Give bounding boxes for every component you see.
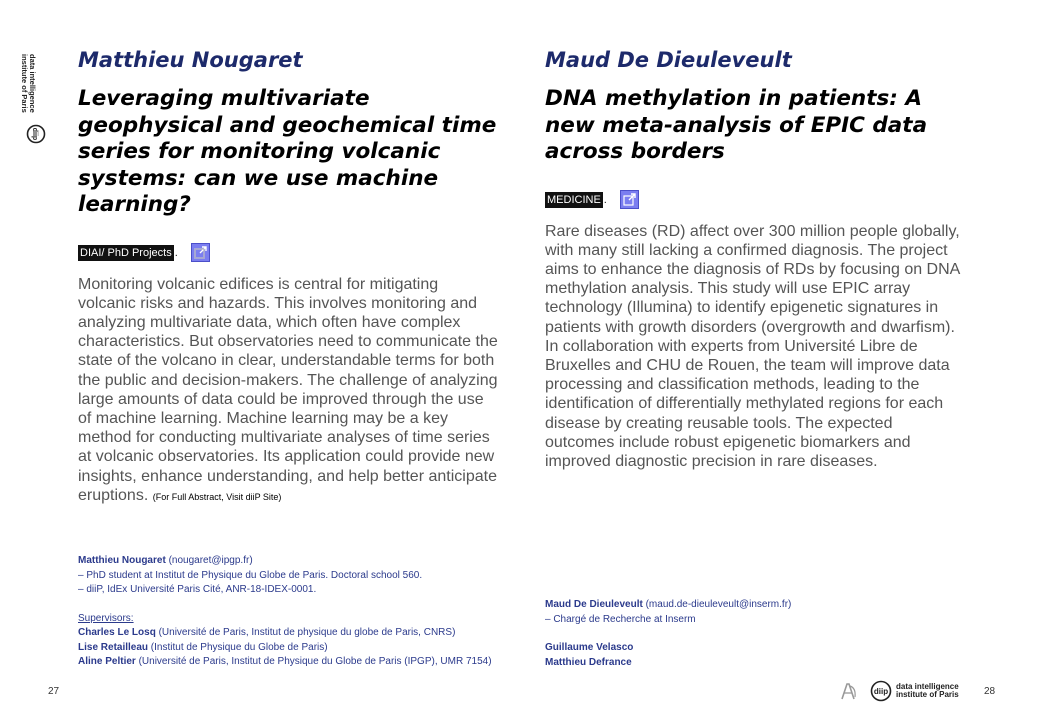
collaborator-name: Matthieu Defrance — [545, 656, 632, 668]
full-abstract-link[interactable]: (For Full Abstract, Visit diiP Site) — [152, 491, 282, 502]
diip-logo-icon — [870, 680, 892, 702]
credit-role: – diiP, IdEx Université Paris Cité, ANR-18-IDEX-0001. — [78, 584, 317, 595]
credits-right — [545, 598, 965, 670]
supervisor-affiliation: (Université de Paris, Institut de Physique du Globe de Paris (IPGP), UMR 7154) — [135, 656, 492, 667]
credit-email[interactable]: (maud.de-dieuleveult@inserm.fr) — [645, 599, 792, 610]
external-link-icon[interactable] — [191, 243, 210, 262]
page-number-right: 28 — [984, 686, 996, 697]
credits-left — [78, 554, 498, 670]
credit-role: – Chargé de Recherche at Inserm — [545, 613, 696, 625]
side-logo-text: data intelligence institute of Paris — [20, 54, 37, 113]
project-title: DNA methylation in patients: A new meta-analysis of EPIC data across borders — [545, 86, 928, 164]
category-tag[interactable]: DIAI/ PhD Projects — [80, 246, 172, 259]
project-right — [545, 46, 965, 471]
university-emblem-icon — [838, 680, 860, 702]
supervisor-name: Charles Le Losq — [78, 627, 156, 638]
credit-email[interactable]: (nougaret@ipgp.fr) — [168, 555, 253, 566]
supervisors-label: Supervisors: — [78, 612, 134, 624]
project-abstract: Rare diseases (RD) affect over 300 million people globally, with many still lacking a confirmed diagnosis. The project aims to enhance the diagnosis of RDs by focusing on DNA methylation analysis. This study will use EPIC array technology (Illumina) to identify epigenetic signatures in patients with growth disorders (overgrowth and dwarfism). In collaboration with experts from Université Libre de Bruxelles and CHU de Rouen, the team will improve data processing and classification methods, leading to the identification of differentially methylated regions for each disease by creating reusable tools. The expected outcomes include robust epigenetic biomarkers and improved diagnostic precision in rare diseases. — [545, 222, 960, 470]
supervisor-name: Lise Retailleau — [78, 641, 149, 653]
footer-logos — [838, 678, 959, 704]
diip-logo-icon — [26, 124, 46, 144]
project-abstract: Monitoring volcanic edifices is central for mitigating volcanic risks and hazards. This involves monitoring and analyzing multivariate data, which often have complex characteristics. But observatories need to communicate the state of the volcano in clear, understandable terms for both the public and decision-makers. The challenge of analyzing large amounts of data could be improved through the use of machine learning. Machine learning may be a key method for conducting multivariate analyses of time series at volcanic observatories. Its application could provide new insights, enhance understanding, and help better anticipate eruptions. (For Full Abstract, Visit diiP Site) — [78, 275, 498, 504]
collaborator-name: Guillaume Velasco — [545, 642, 634, 653]
credit-name: Matthieu Nougaret — [78, 555, 166, 566]
page-number-left: 27 — [48, 686, 60, 697]
supervisor-affiliation: (Université de Paris, Institut de physique du globe de Paris, CNRS) — [155, 627, 456, 638]
diip-side-logo — [20, 54, 46, 146]
external-link-icon[interactable] — [620, 190, 639, 209]
supervisor-affiliation: (Institut de Physique du Globe de Paris) — [148, 641, 328, 653]
svg-text:diip: diip — [873, 687, 889, 696]
credit-role: – PhD student at Institut de Physique du Globe de Paris. Doctoral school 560. — [78, 569, 423, 581]
footer-logo-text: data intelligence institute of Paris — [896, 681, 959, 699]
credit-name: Maud De Dieuleveult — [545, 599, 643, 610]
author-name: Matthieu Nougaret — [78, 48, 303, 72]
svg-text:diip: diip — [31, 127, 38, 141]
tag-separator: . — [174, 246, 178, 259]
supervisor-name: Aline Peltier — [78, 656, 136, 667]
tag-row — [545, 190, 965, 210]
category-tag[interactable]: MEDICINE — [547, 193, 601, 206]
tag-row — [78, 243, 498, 263]
project-left — [78, 46, 498, 507]
project-title: Leveraging multivariate geophysical and geochemical time series for monitoring volcanic systems: can we use machine learning? — [78, 86, 497, 217]
tag-separator: . — [603, 193, 607, 206]
author-name: Maud De Dieuleveult — [545, 48, 792, 72]
